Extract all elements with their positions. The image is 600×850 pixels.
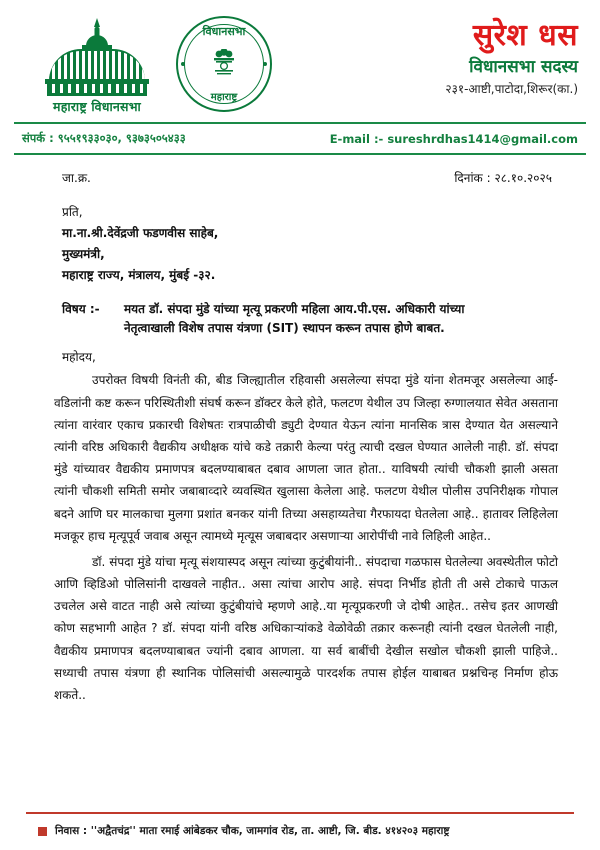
header-divider-bottom bbox=[14, 153, 586, 155]
reference-number: जा.क्र. bbox=[62, 171, 91, 185]
seal-top-text: विधानसभा bbox=[202, 25, 246, 38]
letter-body bbox=[0, 169, 600, 706]
addressee-line-2: मुख्यमंत्री, bbox=[62, 247, 105, 261]
letter-date: दिनांक : २८.१०.२०२५ bbox=[454, 171, 552, 185]
subject-line-1: मयत डॉ. संपदा मुंडे यांच्या मृत्यू प्रकरणी महिला आय.पी.एस. अधिकारी यांच्या bbox=[124, 302, 465, 316]
member-identity-block bbox=[276, 12, 582, 97]
subject-line-2: नेतृत्वाखाली विशेष तपास यंत्रणा (SIT) स्थापन करून तपास होणे बाबत. bbox=[124, 321, 445, 336]
contact-email: E-mail :- sureshrdhas1414@gmail.com bbox=[329, 131, 578, 146]
assembly-seal bbox=[172, 12, 276, 112]
seal-bottom-text: महाराष्ट्र bbox=[210, 92, 238, 103]
dome-base-shape bbox=[47, 84, 147, 96]
vidhan-bhavan-emblem bbox=[22, 12, 172, 115]
addressee-line-1: मा.ना.श्री.देवेंद्रजी फडणवीस साहेब, bbox=[62, 226, 219, 240]
member-designation: विधानसभा सदस्य bbox=[469, 57, 578, 78]
main-dome-shape bbox=[49, 49, 145, 81]
ashoka-pillar-icon bbox=[209, 47, 239, 81]
body-paragraph-1: उपरोक्त विषयी विनंती की, बीड जिल्ह्यातील रहिवासी असलेल्या संपदा मुंडे यांना शेतमजूर असलेल्या आई-वडिलांनी कष्ट करून परिस्थितीशी संघर्ष करून डॉक्टर केले होते, फलटण येथील उप जिल्हा रुग्णालयात सेवेत असताना त्यांना वारंवार एकाच प्रकारची विशेषतः रात्रपाळीची ड्युटी देण्यात येऊन त्यांना मानसिक त्रास देण्यात येत असल्याने त्यांनी वरिष्ठ अधिकारी वैद्यकीय अधीक्षक यांचे कडे तक्रारी केल्या परंतु त्याची दखल घेण्यात आलेली नाही. डॉ. संपदा मुंडे यांच्यावर वैद्यकीय प्रमाणपत्र बदलण्याबाबत दबाव आणला जात होता.. याविषयी त्यांची चौकशी झाली असता त्यांनी चौकशी समिती समोर जबाबाव्दारे व्यवस्थित खुलासा केलेला आहे. फलटण येथील पोलीस उपनिरीक्षक गोपाल बदने आणि घर मालकाचा मुलगा प्रशांत बनकर यांनी तिच्या असहाय्यतेचा गैरफायदा घेतलेला आहे.. हातावर लिहिलेला मजकूर हाच मृत्यूपूर्व जवाब असून त्यामध्ये मृत्यूस जबाबदार असणाऱ्या आरोपींची नावे लिहिली आहेत.. bbox=[54, 373, 558, 543]
dome-icon bbox=[22, 16, 172, 94]
emblem-caption: महाराष्ट्र विधानसभा bbox=[53, 99, 141, 114]
reference-row bbox=[40, 169, 560, 186]
letter-footer bbox=[0, 812, 600, 838]
member-name: सुरेश धस bbox=[472, 18, 578, 53]
subject-label: विषय :- bbox=[62, 302, 100, 316]
addressee-block bbox=[40, 202, 560, 286]
body-paragraph-2: डॉ. संपदा मुंडे यांचा मृत्यू संशयास्पद असून त्यांच्या कुटुंबीयांनी.. संपदाचा गळफास घेतलेल्या अवस्थेतील फोटो आणि व्हिडिओ पोलिसांनी दाखवले नाहीत.. असा त्यांचा आरोप आहे. संपदा निर्भीड होती ती असे टोकाचे पाऊल उचलेल असे वाटत नाही असे त्यांच्या कुटुंबीयांचे म्हणणे आहे..या मृत्यूप्रकरणी जे दोषी आहेत.. तसेच इतर आणखी कोण सहभागी आहेत ? डॉ. संपदा यांनी वरिष्ठ अधिकाऱ्यांकडे वेळोवेळी तक्रार करूनही त्यांनी दखल घेतलेली नाही, वैद्यकीय प्रमाणपत्र बदलण्याबाबत ज्यांनी दबाव आणला. या सर्व बाबींची देखील सखोल चौकशी झाली पाहिजे.. सध्याची तपास यंत्रणा ही स्थानिक पोलिसांची असल्यामुळे पारदर्शक तपास होईल याबाबत प्रश्नचिन्ह निर्माण होऊ शकते.. bbox=[54, 554, 558, 702]
seal-dot-right-icon bbox=[263, 62, 267, 66]
addressee-line-3: महाराष्ट्र राज्य, मंत्रालय, मुंबई -३२. bbox=[62, 268, 216, 282]
salutation: महोदय, bbox=[62, 350, 96, 365]
member-constituency: २३१-आष्टी,पाटोदा,शिरूर(का.) bbox=[445, 82, 578, 97]
subject-text bbox=[124, 300, 560, 338]
seal-dot-left-icon bbox=[181, 62, 185, 66]
footer-divider bbox=[26, 812, 574, 814]
subject-row bbox=[40, 300, 560, 338]
letterhead bbox=[0, 0, 600, 118]
footer-address-line bbox=[0, 824, 600, 838]
contact-phone: संपर्क : ९५५१९३३०३०, ९३७३५०५४३३ bbox=[22, 131, 186, 145]
bullet-square-icon bbox=[38, 827, 47, 836]
addressee-to-label: प्रति, bbox=[62, 205, 83, 219]
spire-shape bbox=[94, 18, 100, 27]
contact-bar bbox=[14, 124, 586, 153]
footer-address-text: निवास : ''अद्वैतचंद्र'' माता रमाई आंबेडकर चौक, जामगांव रोड, ता. आष्टी, जि. बीड. ४१४२०३ महाराष्ट्र bbox=[55, 825, 450, 837]
